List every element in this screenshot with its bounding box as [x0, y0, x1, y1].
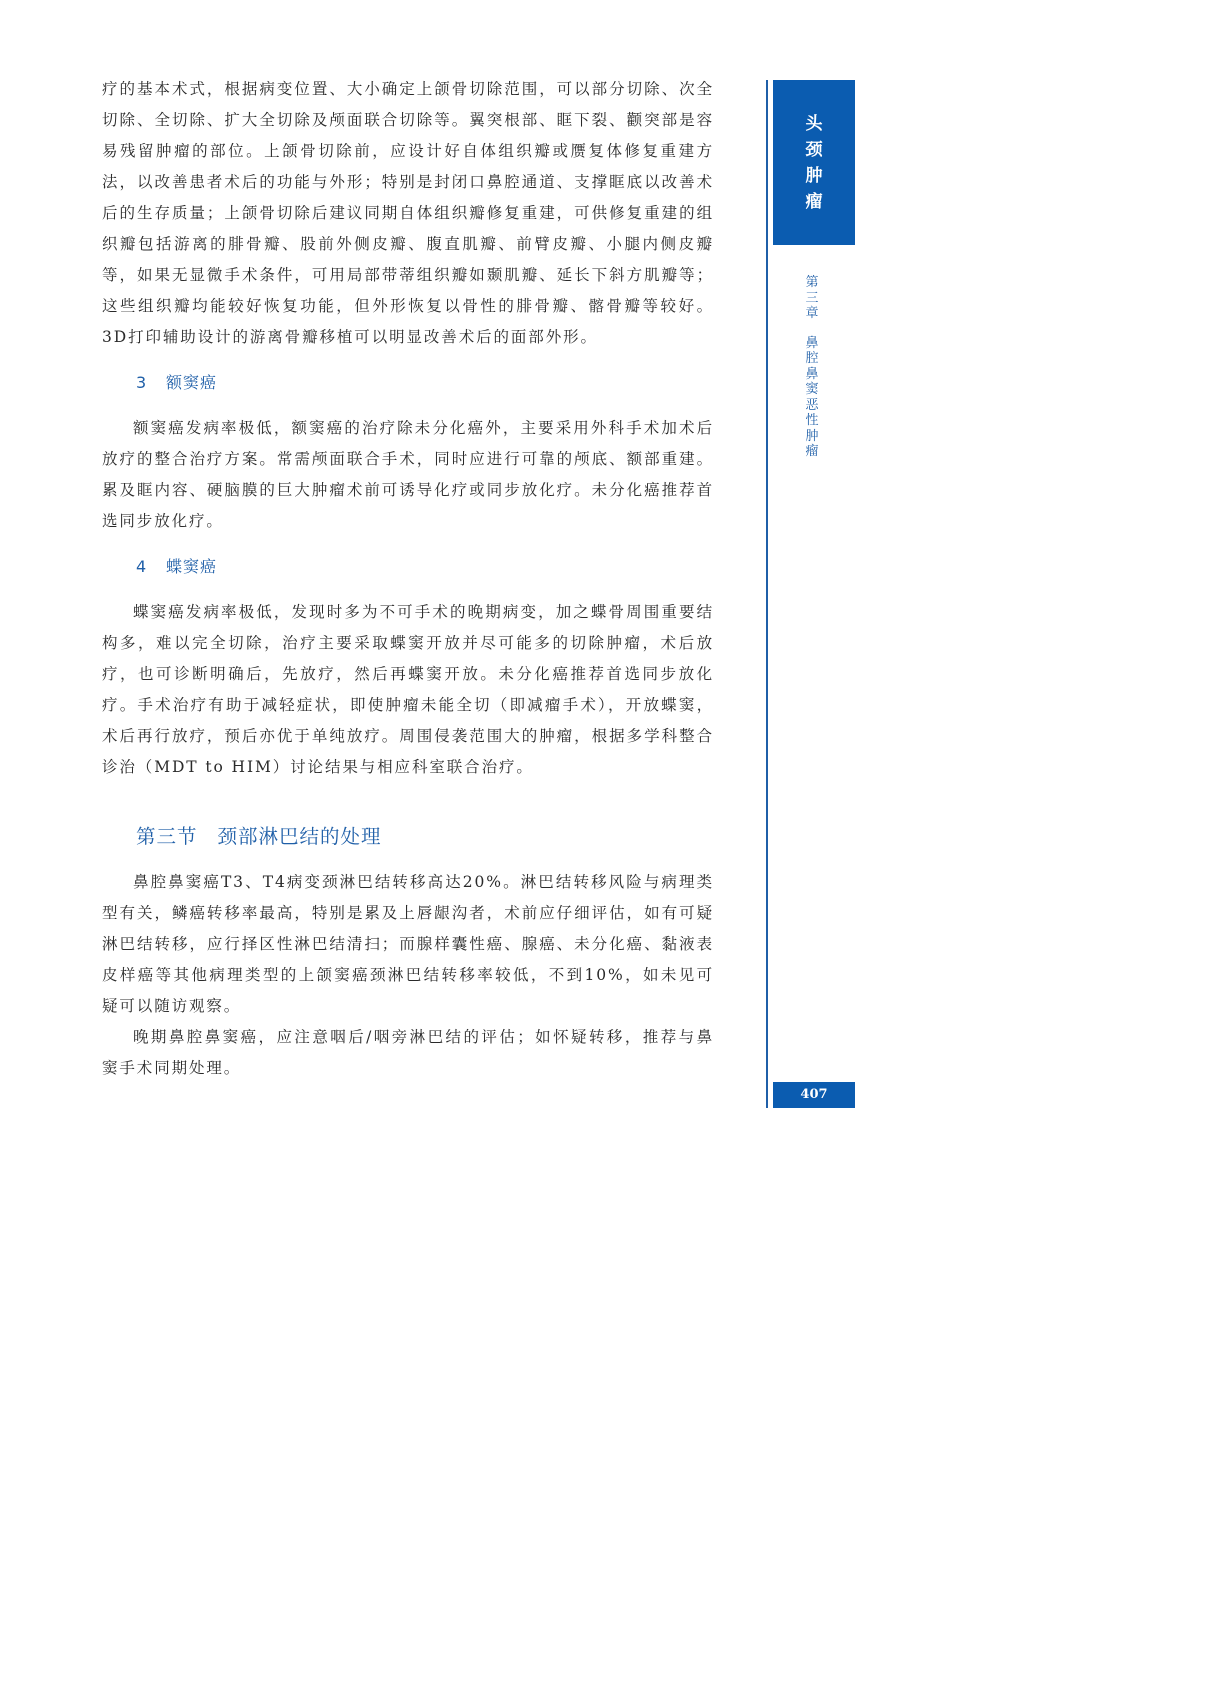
body-paragraph: 疗的基本术式，根据病变位置、大小确定上颌骨切除范围，可以部分切除、次全切除、全切除、扩大全切除及颅面联合切除等。翼突根部、眶下裂、颧突部是容易残留肿瘤的部位。上颌骨切除前，应设计好自体组织瓣或赝复体修复重建方法，以改善患者术后的功能与外形；特别是封闭口鼻腔通道、支撑眶底以改善术后的生存质量；上颌骨切除后建议同期自体组织瓣修复重建，可供修复重建的组织瓣包括游离的腓骨瓣、股前外侧皮瓣、腹直肌瓣、前臂皮瓣、小腿内侧皮瓣等，如果无显微手术条件，可用局部带蒂组织瓣如颞肌瓣、延长下斜方肌瓣等；这些组织瓣均能较好恢复功能，但外形恢复以骨性的腓骨瓣、髂骨瓣等较好。3D打印辅助设计的游离骨瓣移植可以明显改善术后的面部外形。	[102, 80, 714, 346]
tab-char: 头	[805, 113, 823, 134]
main-text-column	[102, 74, 714, 1084]
chapter-title-char: 窦	[805, 382, 819, 397]
margin-divider-line	[766, 80, 768, 1108]
body-paragraph: 鼻腔鼻窦癌T3、T4病变颈淋巴结转移高达20%。淋巴结转移风险与病理类型有关，鳞癌转移率最高，特别是累及上唇龈沟者，术前应仔细评估，如有可疑淋巴结转移，应行择区性淋巴结清扫；而腺样囊性癌、腺癌、未分化癌、黏液表皮样癌等其他病理类型的上颌窦癌颈淋巴结转移率较低，不到10%，如未见可疑可以随访观察。	[102, 873, 714, 1015]
chapter-char: 第	[805, 275, 819, 290]
tab-char: 颈	[805, 139, 823, 160]
section-title: 颈部淋巴结的处理	[217, 825, 382, 848]
chapter-char: 章	[805, 306, 819, 321]
body-paragraph: 晚期鼻腔鼻窦癌，应注意咽后/咽旁淋巴结的评估；如怀疑转移，推荐与鼻窦手术同期处理。	[102, 1028, 714, 1077]
subsection-heading-frontal-sinus	[102, 365, 714, 401]
tab-char: 肿	[805, 165, 823, 186]
subsection-title: 蝶窦癌	[166, 557, 218, 576]
body-paragraph: 额窦癌发病率极低，额窦癌的治疗除未分化癌外，主要采用外科手术加术后放疗的整合治疗方案。常需颅面联合手术，同时应进行可靠的颅底、额部重建。累及眶内容、硬脑膜的巨大肿瘤术前可诱导化疗或同步放化疗。未分化癌推荐首选同步放化疗。	[102, 419, 714, 530]
section-heading	[102, 821, 714, 853]
chapter-title-char: 鼻	[805, 366, 819, 382]
subsection-title: 额窦癌	[166, 373, 218, 392]
volume-thumb-tab	[773, 80, 855, 245]
chapter-title-char: 恶	[805, 397, 819, 413]
chapter-running-head	[797, 275, 827, 460]
chapter-title-char: 性	[805, 413, 819, 428]
chapter-title-char: 鼻	[805, 335, 819, 351]
chapter-title-char: 腔	[805, 351, 819, 366]
tab-char: 瘤	[805, 191, 823, 212]
page-number: 407	[773, 1082, 855, 1108]
chapter-title-char: 瘤	[805, 444, 819, 459]
chapter-char: 三	[805, 290, 819, 306]
body-paragraph: 蝶窦癌发病率极低，发现时多为不可手术的晚期病变，加之蝶骨周围重要结构多，难以完全切除，治疗主要采取蝶窦开放并尽可能多的切除肿瘤，术后放疗，也可诊断明确后，先放疗，然后再蝶窦开放。未分化癌推荐首选同步放化疗。手术治疗有助于减轻症状，即使肿瘤未能全切（即减瘤手术），开放蝶窦，术后再行放疗，预后亦优于单纯放疗。周围侵袭范围大的肿瘤，根据多学科整合诊治（MDT to HIM）讨论结果与相应科室联合治疗。	[102, 603, 714, 776]
subsection-number: 4	[136, 557, 148, 576]
subsection-number: 3	[136, 373, 148, 392]
section-label: 第三节	[136, 825, 198, 848]
chapter-title-char: 肿	[805, 428, 819, 444]
subsection-heading-sphenoid-sinus	[102, 549, 714, 585]
